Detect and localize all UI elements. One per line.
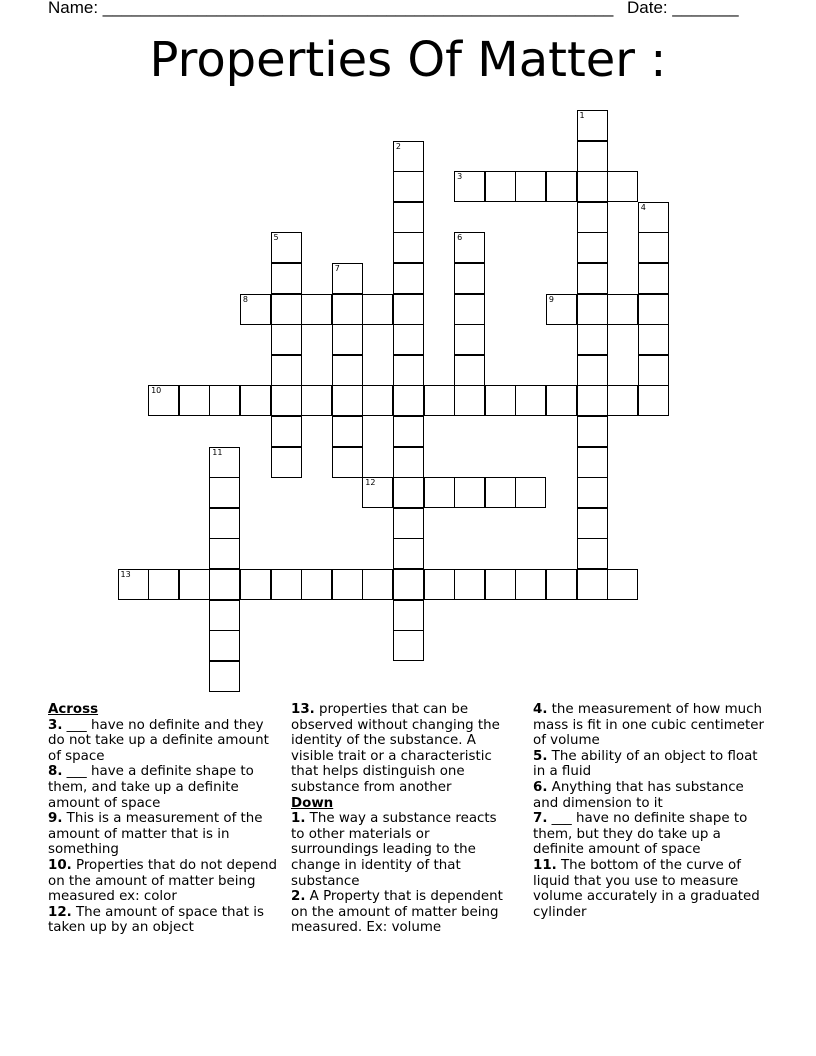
grid-cell[interactable] — [209, 630, 240, 661]
grid-cell[interactable] — [638, 385, 669, 416]
grid-cell[interactable] — [393, 630, 424, 661]
grid-cell[interactable] — [332, 385, 363, 416]
grid-cell[interactable] — [332, 294, 363, 325]
grid-cell[interactable] — [393, 355, 424, 386]
date-label: Date: — [627, 0, 673, 17]
grid-cell[interactable] — [546, 171, 577, 202]
grid-cell[interactable] — [209, 600, 240, 631]
grid-cell[interactable] — [393, 263, 424, 294]
cell-number: 6 — [457, 233, 463, 243]
grid-cell[interactable] — [577, 294, 608, 325]
grid-cell[interactable] — [362, 569, 393, 600]
grid-cell[interactable] — [454, 171, 485, 202]
grid-cell[interactable] — [393, 508, 424, 539]
grid-cell[interactable] — [546, 385, 577, 416]
grid-cell[interactable] — [577, 477, 608, 508]
grid-cell[interactable] — [454, 294, 485, 325]
grid-cell[interactable] — [393, 232, 424, 263]
grid-cell[interactable] — [638, 355, 669, 386]
grid-cell[interactable] — [485, 385, 516, 416]
grid-cell[interactable] — [638, 324, 669, 355]
grid-cell[interactable] — [393, 600, 424, 631]
cell-number: 4 — [640, 202, 646, 212]
grid-cell[interactable] — [577, 324, 608, 355]
grid-cell[interactable] — [148, 385, 179, 416]
cell-number: 8 — [242, 294, 248, 304]
grid-cell[interactable] — [485, 569, 516, 600]
grid-cell[interactable] — [638, 232, 669, 263]
grid-cell[interactable] — [301, 294, 332, 325]
grid-cell[interactable] — [485, 171, 516, 202]
date-line[interactable]: _______ — [672, 0, 739, 17]
grid-cell[interactable] — [577, 385, 608, 416]
grid-cell[interactable] — [332, 569, 363, 600]
grid-cell[interactable] — [638, 263, 669, 294]
clue-column-1 — [48, 702, 284, 936]
grid-cell[interactable] — [393, 416, 424, 447]
clue-across-9: 9. This is a measurement of the amount of matter that is in something — [48, 811, 263, 858]
grid-cell[interactable] — [607, 569, 638, 600]
grid-cell[interactable] — [577, 416, 608, 447]
grid-cell[interactable] — [393, 538, 424, 569]
grid-cell[interactable] — [240, 294, 271, 325]
grid-cell[interactable] — [577, 171, 608, 202]
grid-cell[interactable] — [179, 385, 210, 416]
grid-cell[interactable] — [209, 661, 240, 692]
grid-cell[interactable] — [515, 477, 546, 508]
grid-cell[interactable] — [485, 477, 516, 508]
grid-cell[interactable] — [515, 385, 546, 416]
cell-number: 12 — [365, 478, 376, 488]
grid-cell[interactable] — [393, 447, 424, 478]
grid-cell[interactable] — [546, 569, 577, 600]
grid-cell[interactable] — [515, 171, 546, 202]
grid-cell[interactable] — [209, 477, 240, 508]
grid-cell[interactable] — [271, 385, 302, 416]
name-line[interactable]: ______________________________________________________ — [102, 0, 614, 17]
grid-cell[interactable] — [577, 232, 608, 263]
grid-cell[interactable] — [271, 355, 302, 386]
clue-across-10: 10. Properties that do not depend on the amount of matter being measured ex: color — [48, 857, 277, 905]
grid-cell[interactable] — [271, 569, 302, 600]
clue-down-5: 5. The ability of an object to float in a fluid — [533, 748, 758, 780]
grid-cell[interactable] — [424, 385, 455, 416]
grid-cell[interactable] — [454, 569, 485, 600]
grid-cell[interactable] — [209, 569, 240, 600]
grid-cell[interactable] — [271, 294, 302, 325]
grid-cell[interactable] — [271, 324, 302, 355]
cell-number: 3 — [457, 172, 463, 182]
grid-cell[interactable] — [332, 447, 363, 478]
clue-down-2: 2. A Property that is dependent on the amount of matter being measured. Ex: volume — [291, 889, 503, 936]
clue-across-3: 3. ___ have no definite and they do not take up a definite amount of space — [48, 717, 269, 764]
grid-cell[interactable] — [240, 385, 271, 416]
grid-cell[interactable] — [454, 232, 485, 263]
name-label: Name: — [48, 0, 103, 17]
grid-cell[interactable] — [301, 569, 332, 600]
grid-cell[interactable] — [454, 477, 485, 508]
grid-cell[interactable] — [332, 324, 363, 355]
grid-cell[interactable] — [393, 202, 424, 233]
clue-column-2 — [291, 702, 513, 936]
grid-cell[interactable] — [454, 324, 485, 355]
cell-number: 2 — [395, 141, 401, 151]
grid-cell[interactable] — [209, 508, 240, 539]
grid-cell[interactable] — [393, 569, 424, 600]
grid-cell[interactable] — [424, 569, 455, 600]
clue-down-11: 11. The bottom of the curve of liquid that you use to measure volume accurately in a graduated cylinder — [533, 857, 760, 920]
grid-cell[interactable] — [209, 538, 240, 569]
grid-cell[interactable] — [332, 263, 363, 294]
grid-cell[interactable] — [209, 385, 240, 416]
grid-cell[interactable] — [271, 447, 302, 478]
cell-number: 9 — [548, 294, 554, 304]
grid-cell[interactable] — [577, 141, 608, 172]
grid-cell[interactable] — [424, 477, 455, 508]
down-heading: Down — [291, 795, 334, 811]
grid-cell[interactable] — [393, 171, 424, 202]
page-title: Properties Of Matter : — [149, 32, 667, 88]
grid-cell[interactable] — [393, 141, 424, 172]
clue-down-1: 1. The way a substance reacts to other materials or surroundings leading to the change in identity of that substance — [291, 811, 497, 889]
grid-cell[interactable] — [577, 447, 608, 478]
grid-cell[interactable] — [454, 355, 485, 386]
grid-cell[interactable] — [546, 294, 577, 325]
cell-number: 10 — [151, 386, 162, 396]
cell-number: 5 — [273, 233, 279, 243]
grid-cell[interactable] — [179, 569, 210, 600]
clue-column-3 — [533, 702, 769, 920]
grid-cell[interactable] — [118, 569, 149, 600]
grid-cell[interactable] — [362, 294, 393, 325]
grid-cell[interactable] — [577, 202, 608, 233]
grid-cell[interactable] — [393, 324, 424, 355]
grid-cell[interactable] — [271, 263, 302, 294]
cell-number: 11 — [212, 447, 223, 457]
clue-down-6: 6. Anything that has substance and dimension to it — [533, 779, 744, 811]
grid-cell[interactable] — [577, 538, 608, 569]
grid-cell[interactable] — [271, 232, 302, 263]
grid-cell[interactable] — [638, 294, 669, 325]
across-heading: Across — [48, 702, 99, 717]
grid-cell[interactable] — [577, 110, 608, 141]
grid-cell[interactable] — [301, 385, 332, 416]
grid-cell[interactable] — [209, 447, 240, 478]
clue-across-12: 12. The amount of space that is taken up by an object — [48, 904, 264, 936]
grid-cell[interactable] — [454, 385, 485, 416]
grid-cell[interactable] — [607, 385, 638, 416]
grid-cell[interactable] — [577, 263, 608, 294]
grid-cell[interactable] — [454, 263, 485, 294]
cell-number: 1 — [579, 111, 585, 120]
grid-cell[interactable] — [240, 569, 271, 600]
clue-down-4: 4. the measurement of how much mass is fit in one cubic centimeter of volume — [533, 702, 765, 749]
cell-number: 7 — [334, 264, 340, 273]
grid-cell[interactable] — [148, 569, 179, 600]
grid-cell[interactable] — [362, 385, 393, 416]
grid-cell[interactable] — [515, 569, 546, 600]
clue-down-7: 7. ___ have no definite shape to them, but they do take up a definite amount of space — [533, 811, 748, 858]
grid-cell[interactable] — [607, 171, 638, 202]
clue-across-8: 8. ___ have a definite shape to them, and take up a definite amount of space — [48, 764, 254, 811]
grid-cell[interactable] — [393, 385, 424, 416]
grid-cell[interactable] — [577, 355, 608, 386]
grid-cell[interactable] — [332, 416, 363, 447]
grid-cell[interactable] — [271, 416, 302, 447]
clue-across-13: 13. properties that can be observed without changing the identity of the substance. A visible trait or a characteristic that helps distinguish one substance from another — [291, 702, 500, 795]
grid-cell[interactable] — [638, 202, 669, 233]
grid-cell[interactable] — [607, 294, 638, 325]
grid-cell[interactable] — [577, 569, 608, 600]
grid-cell[interactable] — [393, 294, 424, 325]
grid-cell[interactable] — [362, 477, 393, 508]
grid-cell[interactable] — [393, 477, 424, 508]
grid-cell[interactable] — [332, 355, 363, 386]
grid-cell[interactable] — [577, 508, 608, 539]
cell-number: 13 — [120, 570, 131, 579]
